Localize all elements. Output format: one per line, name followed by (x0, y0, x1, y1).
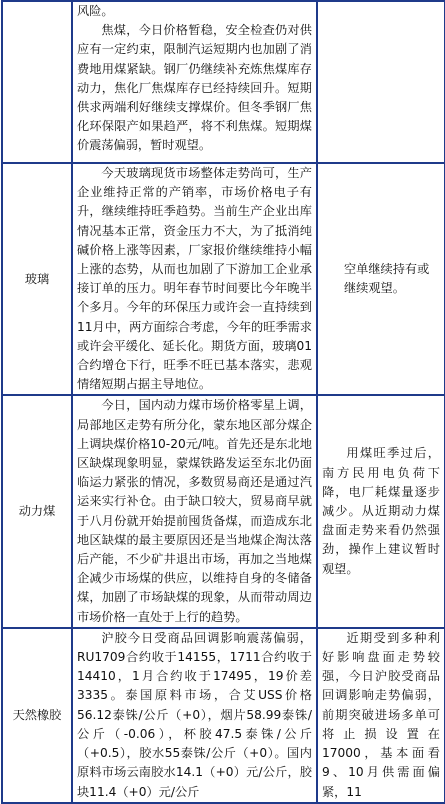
analysis-paragraph: 风险。 (77, 4, 114, 18)
advice-cell (317, 163, 445, 395)
analysis-paragraph: 焦煤，今日价格暂稳，安全检查仍对供应有一定约束，限制汽运短期内也加剧了消费地用煤紧缺。钢厂仍继续补充炼焦煤库存动力，焦化厂焦煤库存已经持续回升。短期供求两端利好继续支撑煤价。但冬季钢厂焦化环保限产如果趋严，将不利焦煤。短期煤价震荡偏弱，暂时观望。 (77, 23, 312, 153)
analysis-paragraph: 今天玻璃现货市场整体走势尚可，生产企业维持正常的产销率，市场价格电子有升，继续维持旺季趋势。当前生产企业出库情况基本正常，资金压力不大，为了抵消纯碱价格上涨等因素，厂家报价继续维持小幅上涨的态势，从而也加剧了下游加工企业承接订单的压力。明年春节时间要比今年晚半个多月。今年的环保压力或许会一直持续到11月中，两方面综合考虑，今年的旺季需求或许会平缓化、延长化。期货方面，玻璃01合约增仓下行，旺季不旺已基本落实，悲观情绪短期占据主导地位。 (77, 166, 312, 392)
advice-text: 空单继续持有或继续观望。 (344, 262, 430, 296)
advice-cell (317, 628, 445, 803)
commodity-report-table (1, 0, 445, 804)
advice-text: 近期受到多种利好影响盘面走势较强，今日沪胶受商品回调影响走势偏弱，前期突破进场多单可将止损设置在17000，基本面看9、10月供需面偏紧，11 (322, 630, 440, 799)
analysis-paragraph: 沪胶今日受商品回调影响震荡偏弱，RU1709合约收于14155，1711合约收于14410，1月合约收于17495，19价差3335。泰国原料市场，合艾USS价格56.12泰铢/公斤（+0），烟片58.99泰铢/公斤（-0.06），杯胶47.5泰铢/公斤（+0.5），胶水55泰铢/公斤（+0）。国内原料市场云南胶水14.1（+0）元/公斤，胶块11.4（+0）元/公斤 (77, 630, 312, 799)
advice-text: 用煤旺季过后，南方民用电负荷下降，电厂耗煤量逐步减少。从近期动力煤盘面走势来看仍然强劲，操作上建议暂时观望。 (322, 446, 440, 576)
analysis-cell (72, 395, 317, 627)
category-cell: 玻璃 (2, 163, 72, 395)
analysis-cell (72, 1, 317, 163)
analysis-cell (72, 628, 317, 803)
table-row (2, 628, 445, 803)
advice-cell (317, 395, 445, 627)
table-row (2, 395, 445, 627)
category-cell (2, 1, 72, 163)
category-cell: 天然橡胶 (2, 628, 72, 803)
table-row (2, 163, 445, 395)
analysis-paragraph: 今日，国内动力煤市场价格零星上调，局部地区走势有所分化，蒙东地区部分煤企上调块煤价格10-20元/吨。首先还是东北地区缺煤现象明显，蒙煤铁路发运至东北仍面临运力紧张的情况，多数贸易商还是通过汽运来实行补仓。由于缺口较大，贸易商早就于八月份就开始提前囤货备煤，而造成东北地区缺煤的最主要原因还是当地煤企淘汰落后产能，不少矿井退出市场，再加之当地煤企减少市场煤的供应，以维持自身的冬储备煤，加剧了市场缺煤的现象，从而带动周边市场价格一直处于上行的趋势。 (77, 398, 312, 624)
category-cell: 动力煤 (2, 395, 72, 627)
table-row (2, 1, 445, 163)
advice-cell (317, 1, 445, 163)
analysis-cell (72, 163, 317, 395)
